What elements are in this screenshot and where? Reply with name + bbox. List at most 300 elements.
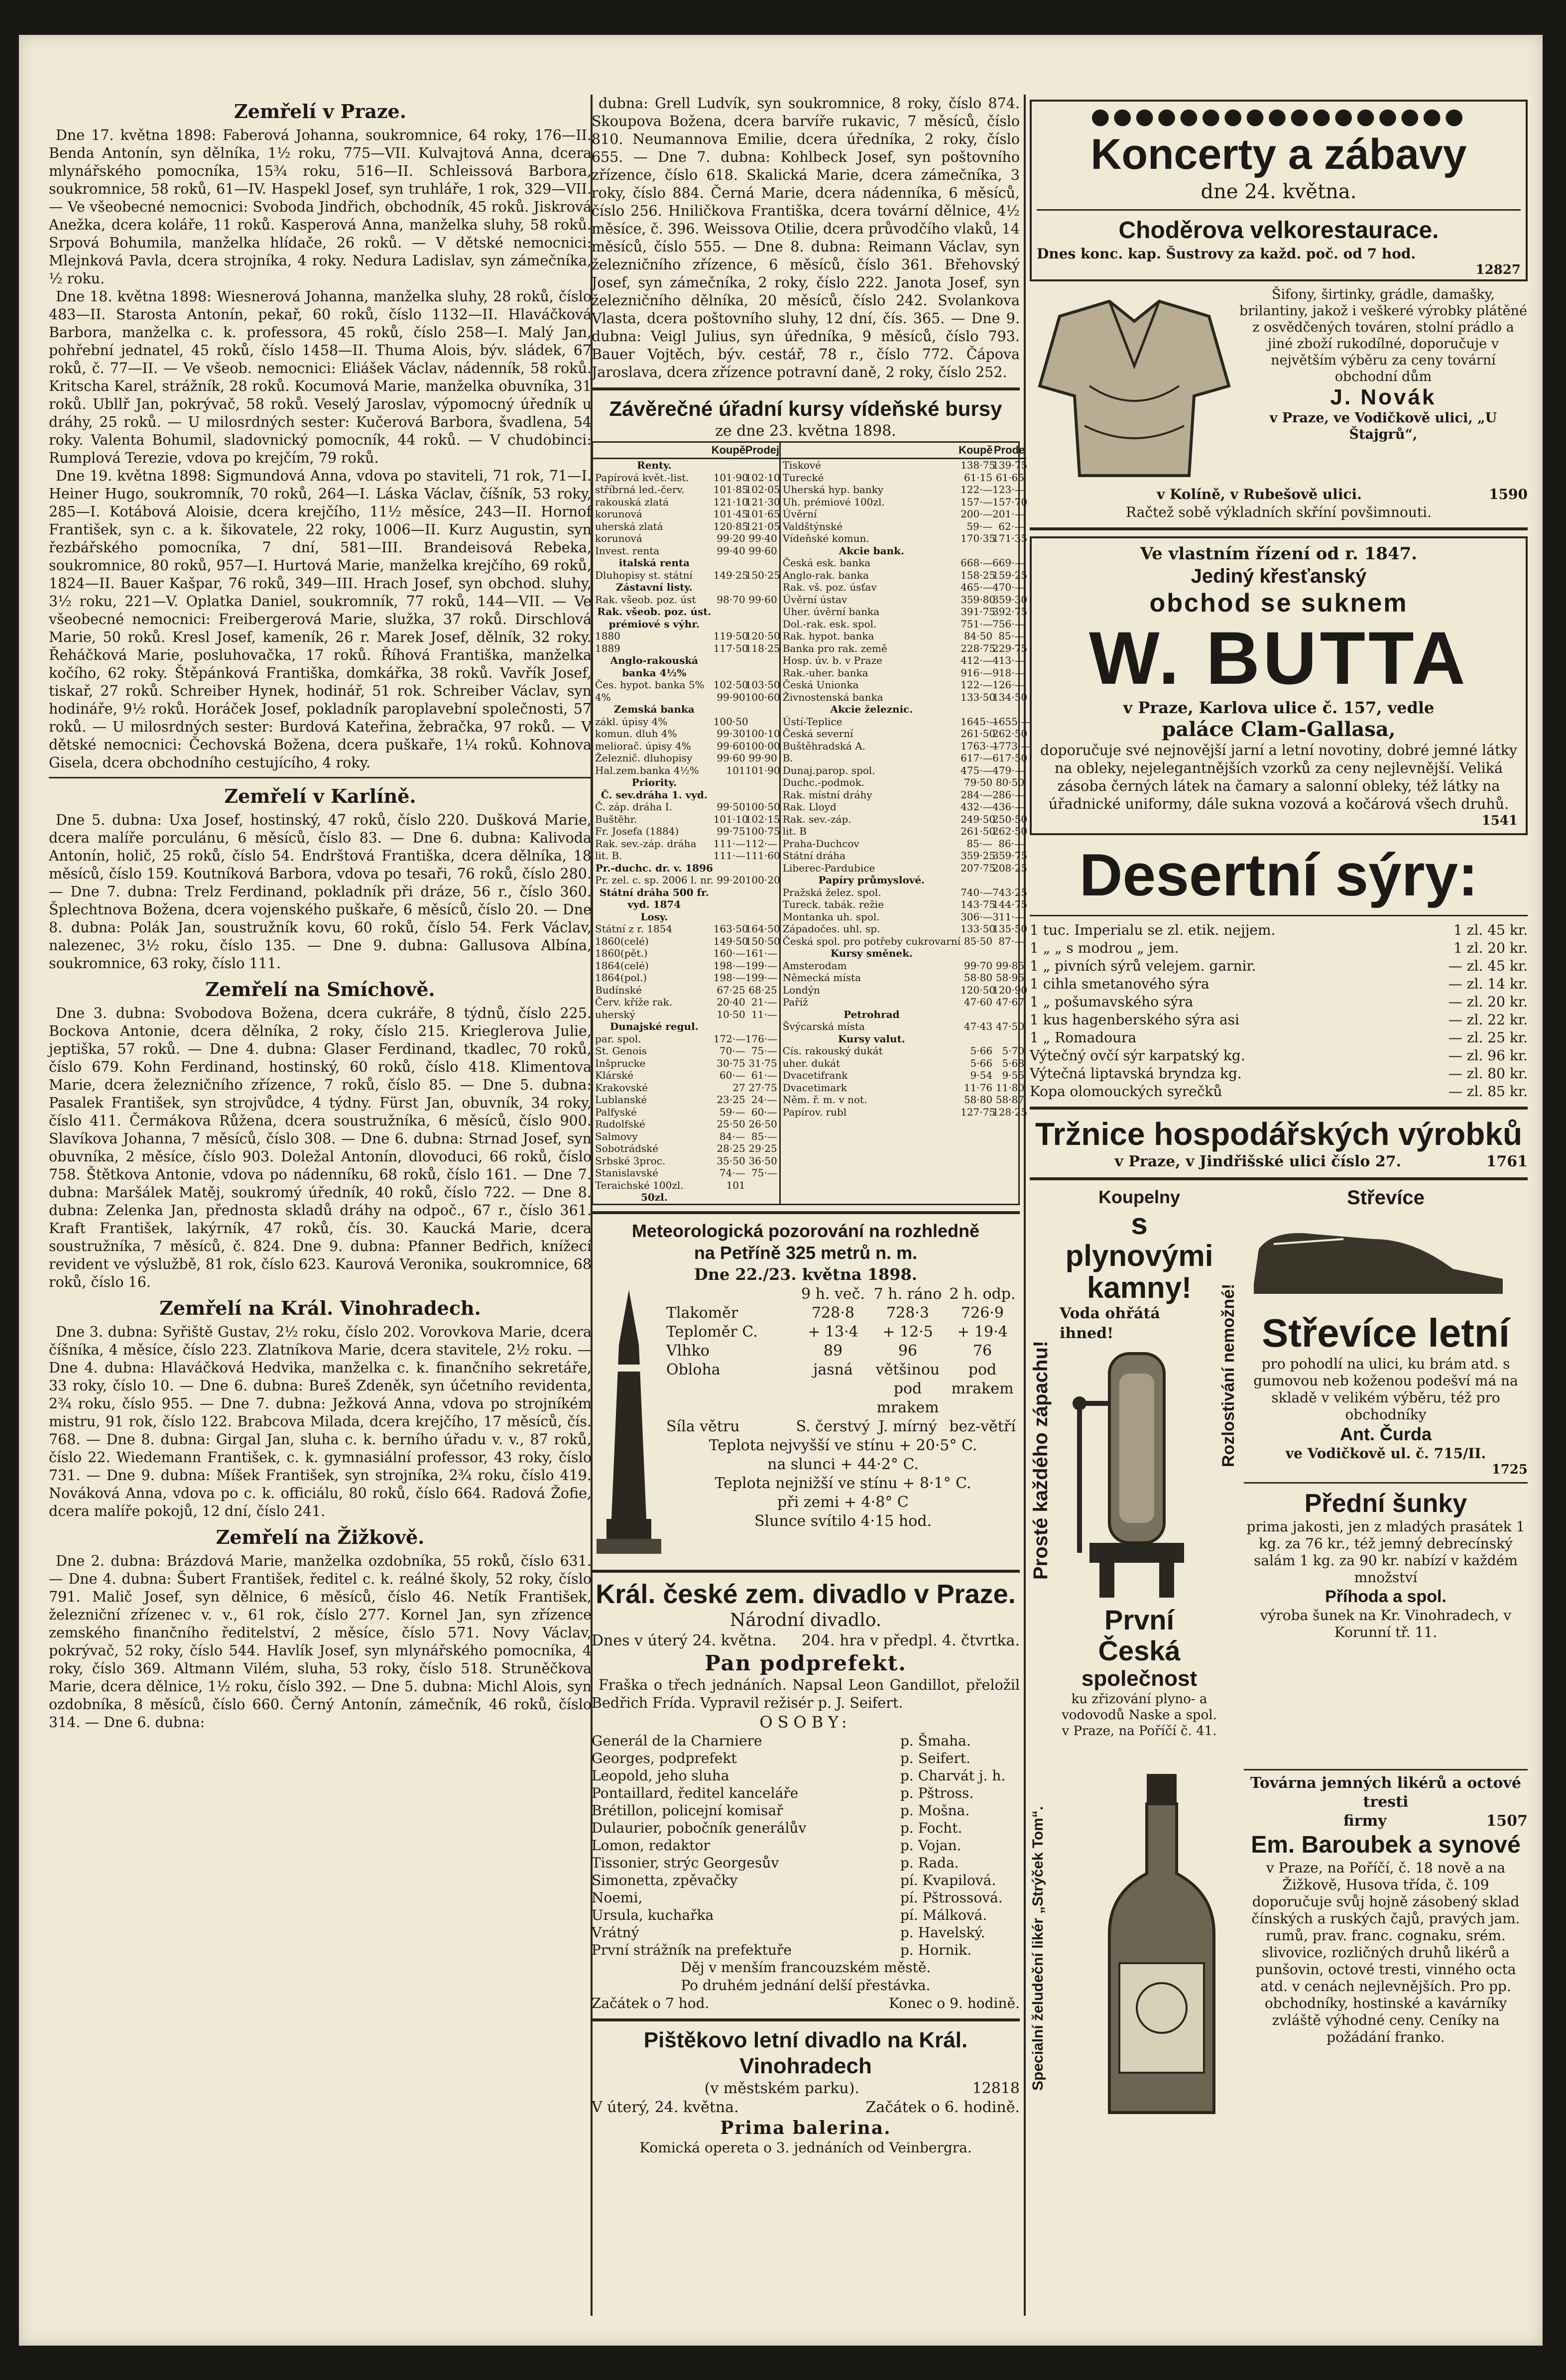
exchange-row — [781, 850, 1026, 862]
ad-concert-text: Dnes konc. kap. Šustrovy za každ. poč. od 7 hod. — [1037, 246, 1416, 262]
exchange-row — [593, 716, 779, 728]
ad-concert-line — [1037, 246, 1521, 262]
buy-value — [714, 618, 745, 630]
exchange-row — [781, 935, 1026, 948]
security-name: lit. B. — [595, 850, 622, 862]
product-price: — zl. 80 kr. — [1448, 1065, 1528, 1082]
buy-value: 122·— — [961, 679, 993, 691]
sell-value: 413·— — [992, 654, 1025, 666]
buy-value — [714, 776, 745, 789]
ornament-row: ●●●●●●●●●●●●●●●●● — [1090, 104, 1467, 129]
sell-value: 262·50 — [992, 728, 1028, 740]
sell-value: 1773·— — [992, 740, 1031, 752]
exchange-row — [781, 947, 1026, 960]
sell-value: 743·25 — [992, 886, 1028, 898]
ad-butta — [1030, 536, 1528, 835]
security-name: Amsterodam — [782, 959, 847, 972]
sell-value: 617·50 — [992, 752, 1028, 764]
sell-value: 101·90 — [745, 764, 780, 776]
cast-row — [592, 1906, 1020, 1924]
security-name: prémiové s výhr. — [608, 618, 700, 630]
security-name: Rak. sev.-záp. — [782, 813, 851, 825]
weather-value: 726·9 — [961, 1304, 1004, 1322]
sell-value: 479·— — [992, 764, 1025, 776]
sell-value: 164·50 — [745, 923, 780, 935]
security-name: Londýn — [782, 984, 820, 996]
exchange-row — [593, 935, 779, 948]
security-name: Valdštýnské — [782, 520, 843, 532]
buy-value: 101 — [726, 1179, 745, 1191]
sell-value: 5·70 — [1002, 1045, 1025, 1057]
security-name: Anglo-rak. banka — [782, 569, 869, 581]
column-header: Koupě — [711, 444, 746, 456]
divider — [1030, 915, 1528, 916]
exchange-row — [593, 679, 779, 691]
security-name: Krakovské — [595, 1081, 648, 1094]
security-name: Vídeňské komun. — [782, 532, 869, 544]
weather-row — [666, 1304, 1020, 1323]
price-row — [1030, 1065, 1528, 1083]
buy-value: 111·— — [713, 837, 746, 850]
ad-novak-text: Šifony, širtinky, grádle, damašky, brilantiny, jakož i veškeré výrobky plátěné z osvědčených továren, stolní prádlo a jiné zboží rukodílné, doporučuje v největším výběru za ceny tovární obchodní dům — [1239, 287, 1528, 384]
sell-value: 150·50 — [745, 935, 780, 947]
security-name: Palfyské — [595, 1106, 637, 1118]
buy-value: 99·40 — [717, 544, 745, 557]
ad-ham-name: Příhoda a spol. — [1325, 1587, 1446, 1606]
ad-shoes-title: Střevíce letní — [1261, 1311, 1510, 1355]
buy-value: 47·60 — [964, 996, 993, 1008]
end-time: Konec o 9. hodině. — [889, 1995, 1020, 2011]
theatre-date: Dnes v úterý 24. května. — [592, 1631, 777, 1649]
price-row — [1030, 1083, 1528, 1101]
security-name: Liberec-Pardubice — [782, 862, 875, 874]
exchange-row — [593, 520, 779, 533]
buy-value — [714, 862, 745, 875]
sell-value: 29·25 — [748, 1142, 777, 1154]
ad-butta-top: Ve vlastním řízení od r. 1847. — [1140, 544, 1418, 564]
security-name: Rak. všeob. poz. úst. — [597, 606, 712, 618]
weather-date: Dne 22./23. května 1898. — [694, 1264, 917, 1284]
sell-value: 99·40 — [748, 532, 777, 544]
buy-value: 47·43 — [964, 1020, 993, 1032]
buy-value: 306·— — [961, 910, 993, 923]
ad-cheese-title: Desertní sýry: — [1079, 842, 1478, 908]
product-name: 1 „ „ s modrou „ jem. — [1030, 940, 1179, 956]
ad-water-text: Voda ohřátá ihned! — [1060, 1305, 1160, 1342]
weather-label: Vlhko — [666, 1342, 710, 1360]
exchange-row — [593, 1179, 779, 1192]
sell-value: 756·— — [992, 618, 1025, 630]
security-name: uher. dukát — [782, 1057, 841, 1069]
buy-value: 101·45 — [713, 508, 748, 520]
weather-value: 76 — [972, 1342, 992, 1360]
exchange-row — [781, 508, 1026, 520]
security-name: Švýcarská místa — [782, 1020, 865, 1032]
sell-value: 161·— — [745, 947, 778, 959]
buy-value: 284·— — [961, 788, 993, 801]
ad-novak-name: J. Novák — [1330, 385, 1437, 409]
sell-value — [745, 618, 777, 630]
ad-baroubek-firm: firmy — [1343, 1812, 1387, 1830]
sell-value: 9·55 — [1002, 1069, 1025, 1081]
actor-name: p. Šmaha. — [900, 1732, 971, 1749]
security-name: Hal.zem.banka 4½% — [595, 764, 699, 776]
exchange-row — [593, 1094, 779, 1106]
cast-heading: OSOBY: — [759, 1712, 852, 1732]
exchange-row — [781, 1045, 1026, 1057]
weather-table — [666, 1285, 1020, 1564]
security-name: korunová — [595, 532, 642, 544]
weather-rows — [666, 1304, 1020, 1436]
buy-value: 74·— — [719, 1167, 745, 1179]
security-name: Rak. vš. poz. úsťav — [782, 581, 877, 593]
ad-butta-address: v Praze, Karlova ulice č. 157, vedle — [1123, 698, 1435, 717]
sell-value: 58·95 — [995, 972, 1025, 984]
exchange-row — [781, 801, 1026, 813]
buy-value — [714, 459, 745, 472]
buy-value — [961, 1033, 992, 1045]
sell-value: 80·50 — [995, 776, 1025, 788]
cast-row — [592, 1872, 1020, 1889]
exchange-row — [781, 1033, 1026, 1045]
cast-list — [592, 1732, 1020, 1959]
exchange-row — [781, 459, 1026, 472]
role-name: Ursula, kuchařka — [592, 1906, 714, 1923]
exchange-row — [593, 764, 779, 777]
newspaper-page — [19, 35, 1543, 2346]
cast-row — [592, 1802, 1020, 1819]
buy-value: 11·76 — [964, 1081, 993, 1094]
exchange-row — [781, 545, 1026, 557]
buy-value: 157·— — [961, 496, 993, 508]
buy-value: 1645·— — [961, 715, 999, 728]
exchange-row — [593, 1167, 779, 1179]
weather-time: 7 h. ráno — [873, 1285, 942, 1303]
sell-value: 208·25 — [992, 862, 1028, 874]
temperature-line: Teplota nejnižší ve stínu + 8·1° C. — [715, 1474, 971, 1492]
exchange-row — [593, 545, 779, 557]
security-name: Kursy směnek. — [830, 947, 913, 959]
cast-row — [592, 1854, 1020, 1872]
sell-value — [745, 886, 777, 899]
ad-concert — [1030, 100, 1528, 281]
weather-value: + 13·4 — [808, 1323, 858, 1341]
security-name: Č. sev.dráha 1. vyd. — [601, 788, 708, 801]
exchange-row — [781, 1082, 1026, 1094]
actor-name: pí. Kvapilová. — [900, 1872, 996, 1888]
security-name: Turecké — [782, 471, 824, 484]
security-name: Teraichské 100zl. — [595, 1179, 684, 1191]
role-name: Noemi, — [592, 1889, 643, 1906]
exchange-row — [593, 630, 779, 642]
weather-label: Tlakoměr — [666, 1304, 738, 1322]
buy-value: 149·25 — [713, 569, 748, 581]
sell-value: 102·15 — [745, 813, 780, 825]
product-name: 1 cihla smetanového sýra — [1030, 976, 1209, 992]
ad-water-title: Koupelny — [1098, 1187, 1180, 1207]
buy-value — [714, 581, 745, 594]
article-text: Dne 18. května 1898: Wiesnerová Johanna, manželka sluhy, 28 roků, číslo 483—II. Starosta Antonín, pekař, 60 roků, číslo 1132—II. Hlaváčková Barbora, manželka c. k. professora, 45 roků, číslo 258—I. Malý Jan, pohřební jednatel, 45 roků, číslo 1458—II. Thuma Alois, býv. sládek, 67 roků, č. 77—II. — Ve všeob. nemocnici: Eliášek Václav, nádenník, 58 roků. Kritscha Karel, strážník, 28 roků. Kocumová Marie, manželka obuvníka, 31 roků. Ubllř Jan, pokrývač, 58 roků. Veselý Jaroslav, výpomocný úředník u dráhy, 25 roků. — U milosrdných sester: Kučerová Barbora, švadlena, 54 roky. Valenta Bohumil, sladovnický pomocník, 44 roků. — V chudobinci: Rumplová Terezie, vdova po krejčím, 79 roků. — [49, 288, 592, 466]
buy-value: 465·— — [961, 581, 993, 593]
price-row — [1030, 921, 1528, 939]
exchange-table-right — [781, 443, 1031, 1204]
security-name: Zástavní listy. — [615, 581, 693, 593]
exchange-row — [781, 691, 1026, 704]
sell-value: 99·60 — [748, 544, 777, 557]
sell-value: 262·50 — [992, 825, 1028, 837]
ad-shoes — [1244, 1186, 1528, 1641]
sell-value — [745, 862, 777, 875]
product-name: Výtečný ovčí sýr karpatský kg. — [1030, 1047, 1245, 1064]
sell-value: 100·20 — [745, 874, 780, 886]
divider — [1244, 1769, 1528, 1770]
exchange-row — [781, 874, 1026, 886]
security-name: uherský — [595, 1008, 635, 1020]
sell-value: 128·25 — [992, 1106, 1028, 1118]
security-name: Budínské — [595, 984, 642, 996]
actor-name: pí. Málková. — [900, 1906, 987, 1923]
security-name: Banka pro rak. země — [782, 642, 887, 654]
buy-value — [961, 703, 992, 716]
price-row — [1030, 957, 1528, 975]
exchange-row — [781, 862, 1026, 875]
security-name: Papírová květ.-list. — [595, 471, 689, 484]
exchange-row — [781, 594, 1026, 606]
buy-value: 5·66 — [970, 1045, 993, 1057]
buy-value — [714, 789, 745, 801]
ad-baroubek-text: v Praze, na Poříčí, č. 18 nově a na Žižkově, Husova třída, č. 109 doporučuje svůj hojně zásobený sklad čínských a ruských čajů, pravých jam. rumů, prav. franc. cognaku, srém. slivovice, rozličných druhů likérů a punšovin, octové tresti, vinného octa atd. v cenách nejlevnějších. Pro pp. obchodníky, hostinské a kavárníky zvláště výhodné ceny. Ceníky na požádání franko. — [1251, 1860, 1520, 2045]
security-name: Klárské — [595, 1069, 634, 1081]
sell-value: 75·— — [751, 1045, 777, 1057]
exchange-rows-left — [593, 459, 779, 1204]
weather-value: jasná — [813, 1361, 853, 1378]
buy-value: 172·— — [713, 1032, 746, 1045]
buy-value: 61·15 — [964, 471, 993, 484]
exchange-row — [593, 703, 779, 716]
exchange-row — [593, 1045, 779, 1057]
security-name: Úvěrní ústav — [782, 593, 847, 606]
security-name: Dol.-rak. esk. spol. — [782, 618, 877, 630]
buy-value: 84·— — [719, 1130, 745, 1142]
security-name: Pražská želez. spol. — [782, 886, 881, 898]
article-text: Dne 3. dubna: Svobodova Božena, dcera cukráře, 8 týdnů, číslo 225. Bockova Antonie, dcera dělníka, 2 roky, číslo 215. Krieglerova Julie, jeptiška, 57 roků. — Dne 4. dubna: Glaser Ferdinand, tkadlec, 70 roků, číslo 679. Kohn Ferdinand, hostinský, 60 roků, číslo 418. Klimentova Marie, dcera železničního zřízence, 7 roků, číslo 85. — Dne 5. dubna: Pasalek František, syn strojvůdce, 4 týdny. Fürst Jan, obuvník, 34 roky, číslo 411. Čermákova Růžena, dcera soustružníka, 6 měsíců, číslo 900. Slavíkova Johanna, 7 měsíců, číslo 308. — Dne 6. dubna: Strnad Josef, syn obuvníka, 2 měsíce, číslo 903. Doležal Antonín, dlovoduci, 66 roků, číslo 758. Štětkova Antonie, vdova po nádenníku, 68 roků, číslo 161. — Dne 7. dubna: Maršálek Matěj, soukromý úředník, 40 roků, číslo 722. — Dne 8. dubna: Zelenka Jan, přednosta skladů dráhy na odpoč., 67 r., číslo 361. Kraft František, lakýrník, 47 roků, čís. 30. Kaucká Marie, dcera soustružníka, 7 měsíců, č. 824. Dne 9. dubna: Pfanner Bedřich, knížecí revident ve výslužbě, 81 rok, číslo 623. Kaurová Veronika, soukromnice, 68 roků, číslo 16. — [49, 1005, 592, 1290]
security-name: Sobotrádské — [595, 1142, 659, 1154]
cast-row — [592, 1837, 1020, 1854]
divider — [592, 1570, 1020, 1573]
weather-label: Síla větru — [666, 1417, 740, 1435]
exchange-row — [781, 520, 1026, 533]
article-text: Dne 3. dubna: Syřiště Gustav, 2½ roku, číslo 202. Vorovkova Marie, dcera číšníka, 4 měsíce, číslo 223. Zlatníkova Marie, dcera stavitele, 2½ roku. — Dne 4. dubna: Hlaváčková Hedvika, manželka c. k. finančního sekretáře, 33 roky, číslo 10. — Dne 6. dubna: Bureš Zdeněk, syn účetního revidenta, 2¾ roku, číslo 955. — Dne 7. dubna: Ježková Anna, vdova po strojníkém mistru, 91 rok, číslo 122. Brabcova Milada, dcera krejčího, 17 měsíců, čís. 768. — Dne 8. dubna: Girgal Jan, sluha c. k. berního úřadu v. v., 87 roků, číslo 22. Wiedemann František, c. k. gymnasiální professor, 43 roky, číslo 731. — Dne 9. dubna: Míšek František, syn strojníka, 2¾ roku, číslo 419. Nováková Anna, vdova po c. k. officiálu, 80 roků, číslo 664. Radová Žofie, dcera malíře pokojů, 12 dní, číslo 241. — [49, 1324, 592, 1519]
article-text: Dne 2. dubna: Brázdová Marie, manželka ozdobníka, 55 roků, číslo 631. — Dne 4. dubna: Šubert František, ředitel c. k. reálné školy, 52 roky, číslo 791. Malič Josef, syn dělnice, 6 měsíců, číslo 46. Netík František, železniční zřízenec v. v., 61 rok, číslo 277. Kornel Jan, syn zřízence zemského finančního ředitelství, 2 měsíce, číslo 571. Novy Václav, pokrývač, 52 roky, číslo 544. Havlík Josef, syn mlynářského pomocníka, 4 roky, číslo 369. Altmann Vilém, sluha, 53 roky, číslo 518. Struněčkova Marie, dcera dělnice, 1½ roku, číslo 392. — Dne 5. dubna: Michl Alois, syn ozdobníka, 8 měsíců, číslo 660. Černý Antonín, zámečník, 46 roků, číslo 314. — Dne 6. dubna: — [49, 1553, 592, 1731]
ad-butta-text: doporučuje své nejnovější jarní a letní novotiny, dobré jemné látky na obleky, nejelegantnějších vzorků za ceny nejlevnější. Veliká zásoba černých látek na čamary a salonní obleky, též látky na úřadnické uniformy, dále sukna vozová a kočárová všech druhů. — [1040, 742, 1517, 812]
exchange-row — [593, 898, 779, 911]
sell-value: 102·05 — [745, 484, 780, 496]
sell-value: 1655·— — [992, 715, 1031, 728]
sell-value: 11·— — [751, 1008, 777, 1020]
actor-name: p. Pštross. — [900, 1784, 974, 1801]
actor-name: p. Hornik. — [900, 1941, 972, 1958]
summer-theatre-subtitle: (v městském parku). — [704, 2079, 859, 2097]
exchange-row — [593, 972, 779, 984]
summer-theatre-date: V úterý, 24. května. — [592, 2098, 739, 2116]
security-name: Lublanské — [595, 1094, 647, 1106]
security-name: Cís. rakouský dukát — [782, 1045, 883, 1057]
exchange-date: ze dne 23. května 1898. — [715, 422, 896, 440]
security-name: Dvacetifrank — [782, 1069, 848, 1081]
sell-value: 359·30 — [992, 593, 1028, 606]
security-name: Petrohrad — [843, 1008, 900, 1020]
actor-name: p. Mošna. — [900, 1802, 970, 1819]
sell-value: 120·90 — [992, 984, 1028, 996]
buy-value — [714, 606, 745, 618]
weather-value: bez-větří — [949, 1417, 1016, 1435]
start-time: Začátek o 7 hod. — [592, 1995, 710, 2011]
exchange-row — [781, 606, 1026, 618]
buy-value: 30·75 — [717, 1057, 745, 1069]
actor-name: p. Rada. — [900, 1854, 959, 1871]
security-name: Invest. renta — [595, 544, 660, 557]
security-name: Rudolfské — [595, 1118, 645, 1130]
sell-value: 62·— — [998, 520, 1025, 532]
shoe-illustration-icon — [1244, 1209, 1513, 1309]
ad-novak-branch-text: v Kolíně, v Rubešově ulici. — [1157, 486, 1362, 502]
security-name: Dunajské regul. — [609, 1020, 699, 1032]
security-name: Úvěrní — [782, 508, 817, 520]
weather-time: 2 h. odp. — [949, 1285, 1016, 1303]
summer-theatre-sub — [592, 2079, 1020, 2098]
security-name: Montanka uh. spol. — [782, 910, 880, 923]
exchange-row — [781, 911, 1026, 923]
sell-value: 100·50 — [745, 801, 780, 813]
exchange-row — [781, 581, 1026, 594]
security-name: Buštěhradská A. — [782, 740, 866, 752]
buy-value: 138·75 — [961, 459, 996, 471]
exchange-table-left — [593, 443, 781, 1204]
sell-value: 150·25 — [745, 569, 780, 581]
divider — [1030, 1107, 1528, 1110]
ad-baroubek — [1244, 1774, 1528, 2046]
security-name: Něm. ř. m. v not. — [782, 1094, 867, 1106]
exchange-row — [781, 472, 1026, 484]
buy-value: 120·50 — [961, 984, 996, 996]
exchange-row — [593, 1033, 779, 1045]
ad-novak-branch — [1030, 486, 1528, 503]
weather-label: Obloha — [666, 1361, 721, 1378]
actor-name: p. Seifert. — [900, 1750, 970, 1766]
sell-value: 100·60 — [745, 691, 780, 703]
security-name: Uherská hyp. banky — [782, 484, 884, 496]
exchange-row — [593, 472, 779, 484]
sell-value: 86·— — [998, 837, 1025, 850]
sell-value: 121·05 — [745, 520, 780, 532]
security-name: Salmovy — [595, 1130, 638, 1142]
sell-value: 101·65 — [745, 508, 780, 520]
cast-row — [592, 1784, 1020, 1802]
sell-value: 61·— — [751, 1069, 777, 1081]
security-name: stříbrná led.-červ. — [595, 484, 685, 496]
security-name: 4% — [595, 691, 611, 703]
security-name: Hosp. úv. b. v Praze — [782, 654, 882, 666]
theatre-title: Král. české zem. divadlo v Praze. — [596, 1579, 1016, 1609]
sell-value: 99·60 — [748, 593, 777, 606]
article-text: Dne 19. května 1898: Sigmundová Anna, vdova po staviteli, 71 rok, 71—I. Heiner Hugo, soukromník, 70 roků, 264—I. Láska Václav, číšník, 53 roky, 285—I. Kotábová Aloisie, dcera krejčího, 11½ měsíce, 243—II. Hornof František, syn c. a k. šikovatele, 22 roky, 1006—II. Kurz Augustin, syn řezbářského pomocníka, 7 dní, 581—III. Brandeisová Rebeka, soukromnice, 80 roků, 957—I. Hurtová Marie, manželka krejčího, 69 roků, 1824—II. Bauer Kašpar, 76 roků, 349—III. Hrach Josef, syn obchod. sluhy, 3½ roku, 221—V. Oplatka Daniel, soukromník, 77 roků, 144—VII. — Ve všeobecné nemocnici: Freibergerová Marie, služka, 37 roků. Dirschlová Marie, 50 roků. Kresl Josef, kameník, 26 r. Marek Josef, dělník, 32 roky. Řeháčková Marie, posluhovačka, 17 roků. Říhová Františka, manželka kočího, 62 roky. Štěpánková Františka, domkářka, 38 roků. Vavřík Josef, tiskař, 27 roků. Schreiber Hynek, hodinář, 51 rok. Schreiber Václav, syn hodináře, 9½ roků. Horáček Josef, pokladník paroplavební společnosti, 57 roků. — U milosrdných sester: Burdová Kateřina, žebračka, 97 roků. — V dětské nemocnici: Čechovská Božena, dcera puškaře, 1¼ roků. Kohnova Gisela, dcera obchodního cestujícího, 4 roky. — [49, 468, 592, 771]
exchange-row — [781, 972, 1026, 984]
sell-value: 36·50 — [748, 1154, 777, 1167]
security-name: Buštěhr. — [595, 813, 637, 825]
buy-value: 85·50 — [964, 935, 993, 947]
exchange-row — [593, 801, 779, 813]
play-description: Fraška o třech jednáních. Napsal Leon Gandillot, přeložil Bedřich Frída. Vypravil režisér p. J. Seifert. — [592, 1676, 1020, 1711]
play-title: Pan podprefekt. — [705, 1650, 907, 1675]
security-name: italská renta — [618, 557, 690, 569]
buy-value: 160·— — [713, 947, 746, 959]
exchange-row — [593, 862, 779, 875]
sell-value: 58·87 — [995, 1094, 1025, 1106]
cast-row — [592, 1819, 1020, 1837]
security-name: Renty. — [637, 459, 672, 471]
actor-name: p. Havelský. — [900, 1924, 985, 1941]
ad-market-address-row — [1030, 1152, 1528, 1171]
exchange-row — [781, 557, 1026, 569]
buy-value — [714, 654, 745, 667]
sell-value: 99·85 — [995, 959, 1025, 972]
sell-value: 47·50 — [995, 1020, 1025, 1032]
sell-value: 24·— — [751, 1094, 777, 1106]
buy-value: 158·25 — [961, 569, 996, 581]
buy-value: 111·— — [713, 850, 746, 862]
exchange-row — [781, 1008, 1026, 1021]
buy-value: 121·10 — [713, 496, 748, 508]
summer-theatre-title: Pištěkovo letní divadlo na Král. Vinohradech — [643, 2027, 968, 2078]
buy-value: 99·60 — [717, 740, 745, 752]
security-name: Papírov. rubl — [782, 1106, 847, 1118]
sell-value: 11·80 — [995, 1081, 1025, 1094]
buy-value — [961, 874, 992, 886]
buy-value: 59·— — [719, 1106, 745, 1118]
summer-theatre-times — [592, 2098, 1020, 2117]
exchange-row — [781, 776, 1026, 789]
exchange-row — [593, 776, 779, 789]
column-header: Koupě — [959, 444, 993, 456]
sell-value: 31·75 — [748, 1057, 777, 1069]
exchange-row — [593, 1118, 779, 1130]
divider — [1030, 527, 1528, 530]
sell-value: 26·50 — [748, 1118, 777, 1130]
exchange-row — [593, 557, 779, 569]
ad-market-title: Tržnice hospodářských výrobků — [1035, 1116, 1523, 1152]
buy-value: 751·— — [961, 618, 993, 630]
buy-value: 99·60 — [717, 752, 745, 764]
exchange-row — [593, 1057, 779, 1070]
security-name: Německá místa — [782, 972, 861, 984]
divider — [1030, 1177, 1528, 1180]
ad-ham-text: prima jakosti, jen z mladých prasátek 1 kg. za 76 kr., též jemný debrecínský salám 1 kg. za 90 kr. nabízí v každém množství — [1246, 1518, 1525, 1586]
security-name: Pr.-duchc. dr. v. 1896 — [595, 862, 713, 874]
sell-value: 135·50 — [992, 923, 1028, 935]
buy-value — [714, 886, 745, 899]
ad-novak — [1030, 286, 1528, 486]
sell-value: 68·25 — [748, 984, 777, 996]
column-middle — [592, 95, 1031, 2316]
security-name: Rak. Lloyd — [782, 801, 837, 813]
divider — [1244, 1482, 1528, 1484]
buy-value: 99·50 — [717, 801, 745, 813]
exchange-table — [592, 441, 1031, 1205]
buy-value: 133·50 — [961, 923, 996, 935]
exchange-row — [593, 1082, 779, 1094]
ad-concert-date: dne 24. května. — [1201, 180, 1357, 203]
sell-value — [992, 1008, 1024, 1021]
